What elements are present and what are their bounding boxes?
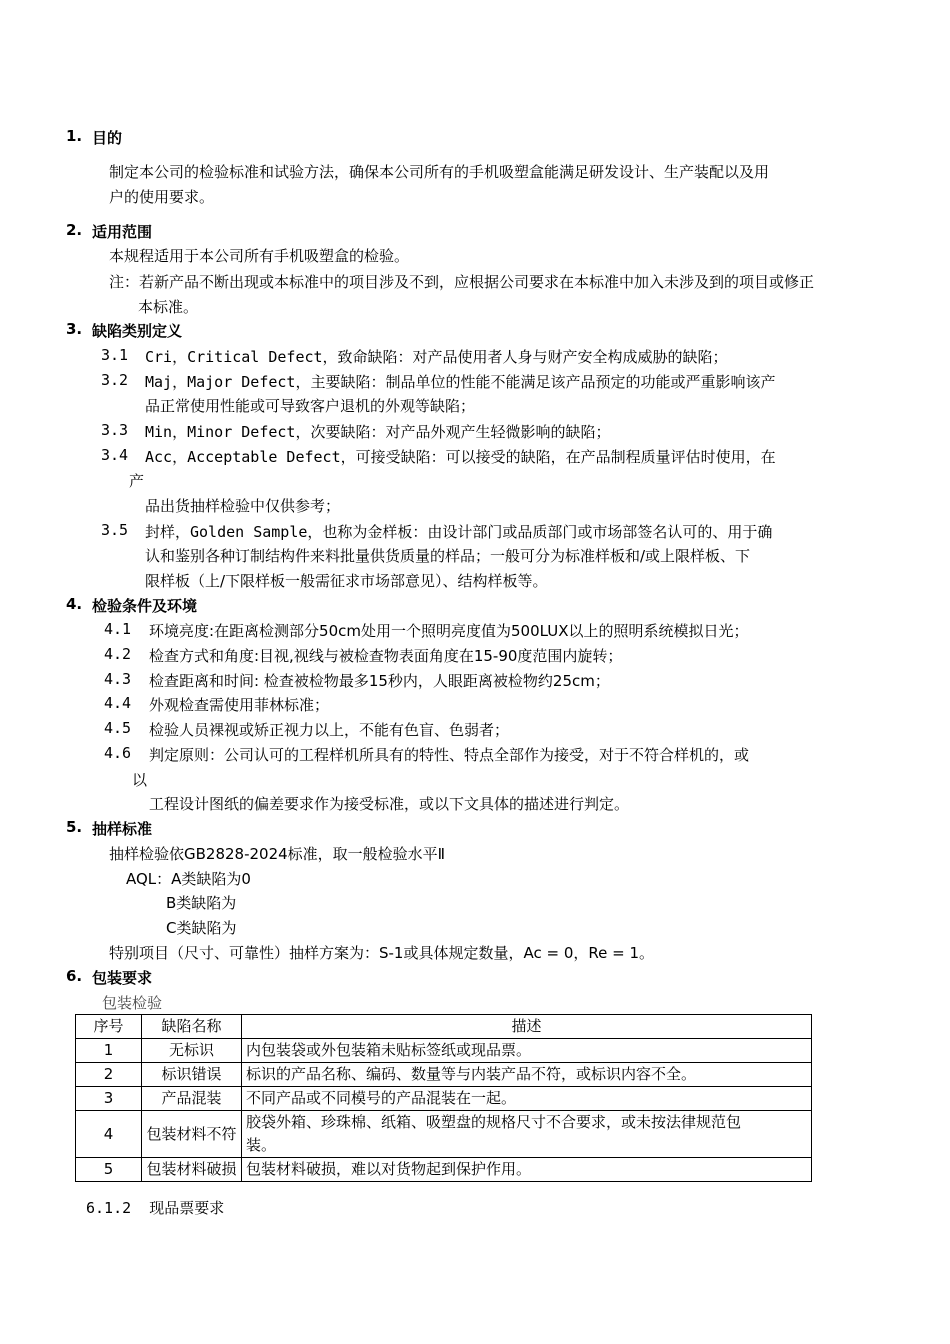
table-row — [76, 1111, 812, 1158]
section-2-note: 注：若新产品不断出现或本标准中的项目涉及不到，应根据公司要求在本标准中加入未涉及到的项目或修正 — [109, 273, 815, 291]
row-number: 5 — [76, 1158, 142, 1182]
subsection-title: 包装检验 — [102, 994, 163, 1012]
defect-name: 产品混装 — [142, 1087, 242, 1111]
item-number: 3.1 — [101, 346, 129, 364]
header-cell: 缺陷名称 — [142, 1015, 242, 1039]
item-text: 产 — [129, 472, 145, 490]
section-3-title: 缺陷类别定义 — [92, 322, 183, 340]
section-4-number: 4. — [66, 595, 83, 613]
section-2-number: 2. — [66, 221, 83, 239]
defect-description: 标识的产品名称、编码、数量等与内装产品不符，或标识内容不全。 — [242, 1063, 812, 1087]
special-sampling-text: 特别项目（尺寸、可靠性）抽样方案为：S-1或具体规定数量，Ac = 0，Re = 1。 — [109, 944, 654, 962]
item-text: 检查方式和角度:目视,视线与被检查物表面角度在15-90度范围内旋转； — [149, 647, 623, 665]
item-text: 检查距离和时间: 检查被检物最多15秒内，人眼距离被检物约25cm； — [149, 672, 610, 690]
item-number: 4.6 — [104, 744, 132, 762]
defect-name: 标识错误 — [142, 1063, 242, 1087]
item-text: 认和鉴别各种订制结构件来料批量供货质量的样品；一般可分为标准样板和/或上限样板、下 — [145, 547, 751, 565]
item-number: 3.3 — [101, 421, 129, 439]
item-text: 限样板（上/下限样板一般需征求市场部意见）、结构样板等。 — [145, 572, 548, 590]
description-line: 胶袋外箱、珍珠棉、纸箱、吸塑盘的规格尺寸不合要求，或未按法律规范包 — [246, 1113, 742, 1131]
item-number: 4.2 — [104, 645, 132, 663]
section-1-text: 制定本公司的检验标准和试验方法，确保本公司所有的手机吸塑盒能满足研发设计、生产装配以及用 — [109, 163, 770, 181]
next-subsection-title: 6.1.2 现品票要求 — [86, 1199, 225, 1217]
section-1-number: 1. — [66, 127, 83, 145]
table-row — [76, 1158, 812, 1182]
defect-description: 包装材料破损，难以对货物起到保护作用。 — [242, 1158, 812, 1182]
item-text: 环境亮度:在距离检测部分50cm处用一个照明亮度值为500LUX以上的照明系统模拟日光； — [149, 622, 749, 640]
header-cell: 序号 — [76, 1015, 142, 1039]
aql-c-line: C类缺陷为 — [166, 919, 237, 937]
item-number: 3.2 — [101, 371, 129, 389]
header-cell: 描述 — [242, 1015, 812, 1039]
defect-name: 无标识 — [142, 1039, 242, 1063]
item-text: 检验人员裸视或矫正视力以上，不能有色盲、色弱者； — [149, 721, 510, 739]
section-2-title: 适用范围 — [92, 223, 153, 241]
item-text: 品出货抽样检验中仅供参考； — [145, 497, 341, 515]
item-number: 3.4 — [101, 446, 129, 464]
item-number: 3.5 — [101, 521, 129, 539]
aql-b-line: B类缺陷为 — [166, 894, 237, 912]
section-2-text: 本规程适用于本公司所有手机吸塑盒的检验。 — [109, 247, 410, 265]
sampling-text: 抽样检验依GB2828-2024标准，取一般检验水平Ⅱ — [109, 845, 446, 863]
item-text: 判定原则：公司认可的工程样机所具有的特性、特点全部作为接受，对于不符合样机的，或 — [149, 746, 750, 764]
item-text: Min，Minor Defect，次要缺陷：对产品外观产生轻微影响的缺陷； — [145, 423, 611, 441]
item-text: 外观检查需使用菲林标准； — [149, 696, 330, 714]
row-number: 4 — [76, 1111, 142, 1158]
item-text: Cri，Critical Defect，致命缺陷：对产品使用者人身与财产安全构成威胁的缺陷； — [145, 348, 728, 366]
aql-line: AQL：A类缺陷为0 — [126, 870, 251, 888]
section-5-title: 抽样标准 — [92, 820, 153, 838]
row-number: 3 — [76, 1087, 142, 1111]
section-2-note: 本标准。 — [138, 298, 199, 316]
table-row — [76, 1063, 812, 1087]
row-number: 2 — [76, 1063, 142, 1087]
section-6-title: 包装要求 — [92, 969, 153, 987]
item-text: Maj，Major Defect，主要缺陷：制品单位的性能不能满足该产品预定的功能或严重影响该产 — [145, 373, 776, 391]
defect-description — [242, 1111, 812, 1158]
packaging-table — [75, 1014, 812, 1182]
item-number: 4.4 — [104, 694, 132, 712]
section-1-text: 户的使用要求。 — [109, 188, 215, 206]
description-line: 装。 — [246, 1136, 277, 1154]
table-header-row — [76, 1015, 812, 1039]
defect-description: 不同产品或不同模号的产品混装在一起。 — [242, 1087, 812, 1111]
table-row — [76, 1039, 812, 1063]
section-3-number: 3. — [66, 320, 83, 338]
section-4-title: 检验条件及环境 — [92, 597, 198, 615]
item-number: 4.1 — [104, 620, 132, 638]
item-text: 品正常使用性能或可导致客户退机的外观等缺陷； — [145, 397, 476, 415]
section-6-number: 6. — [66, 967, 83, 985]
section-1-title: 目的 — [92, 129, 123, 147]
defect-name: 包装材料破损 — [142, 1158, 242, 1182]
defect-name: 包装材料不符 — [142, 1111, 242, 1158]
item-text: 以 — [132, 771, 148, 789]
item-text: 封样，Golden Sample，也称为金样板：由设计部门或品质部门或市场部签名认可的、用于确 — [145, 523, 773, 541]
item-text: Acc，Acceptable Defect，可接受缺陷：可以接受的缺陷，在产品制程质量评估时使用，在 — [145, 448, 776, 466]
row-number: 1 — [76, 1039, 142, 1063]
defect-description: 内包装袋或外包装箱未贴标签纸或现品票。 — [242, 1039, 812, 1063]
item-number: 4.5 — [104, 719, 132, 737]
item-text: 工程设计图纸的偏差要求作为接受标准，或以下文具体的描述进行判定。 — [149, 795, 630, 813]
table-row — [76, 1087, 812, 1111]
item-number: 4.3 — [104, 670, 132, 688]
section-5-number: 5. — [66, 818, 83, 836]
